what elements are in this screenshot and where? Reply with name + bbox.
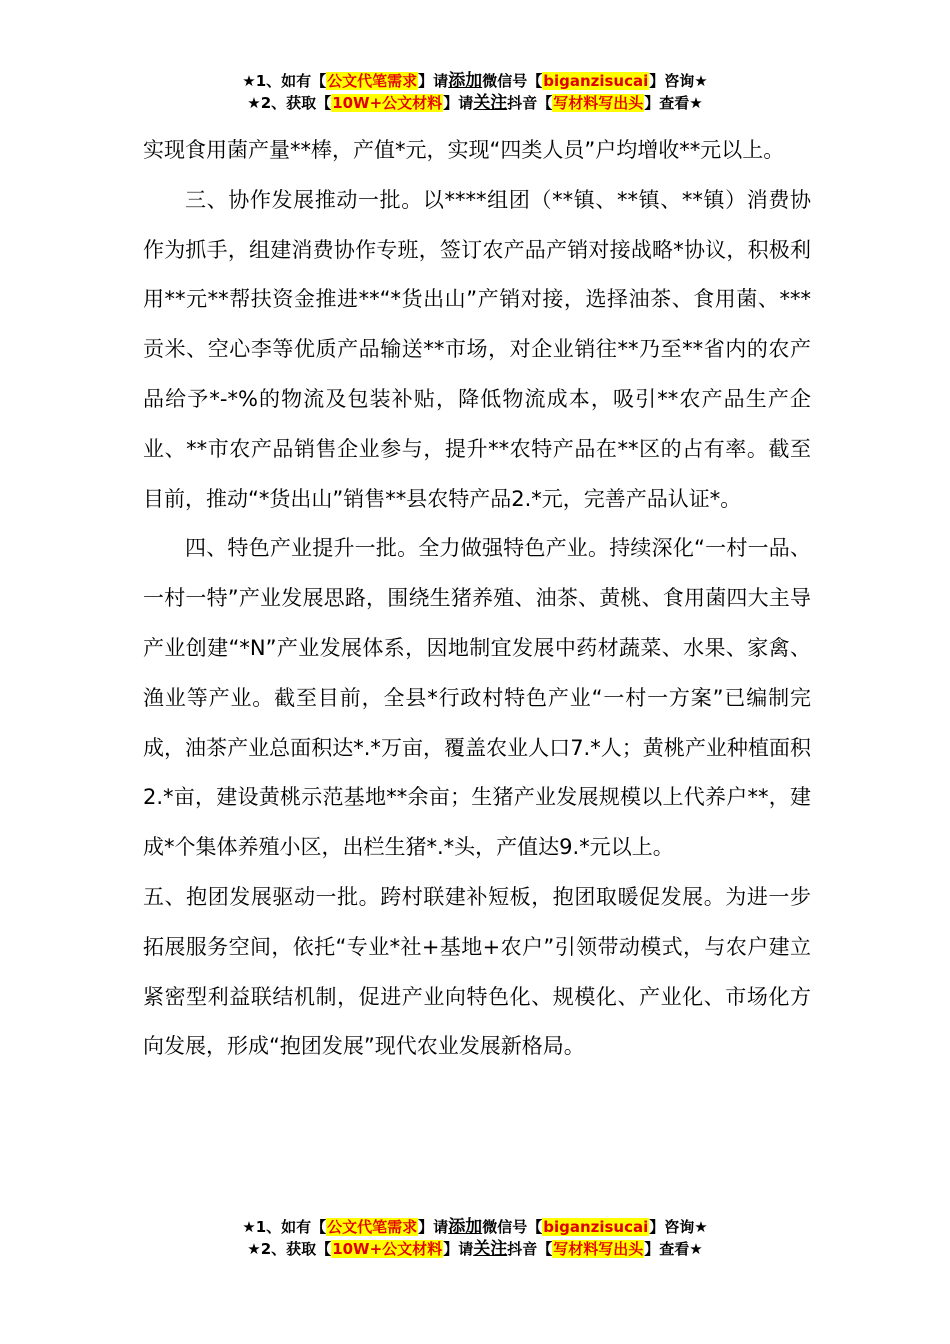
footer-notice xyxy=(0,1216,950,1260)
highlight-douyin-account: 写材料写出头 xyxy=(553,1240,644,1258)
highlight-materials: 10W+公文材料 xyxy=(332,94,443,112)
notice-text: 】请 xyxy=(443,94,474,112)
notice-text: 】查看★ xyxy=(644,94,703,112)
notice-text: ★2、获取【 xyxy=(247,1240,332,1258)
notice-text: 】请 xyxy=(443,1240,474,1258)
paragraph-section-4: 四、特色产业提升一批。全力做强特色产业。持续深化“一村一品、一村一特”产业发展思路，围绕生猪养殖、油茶、黄桃、食用菌四大主导产业创建“*N”产业发展体系，因地制宜发展中药材蔬菜、水果、家禽、渔业等产业。截至目前，全县*行政村特色产业“一村一方案”已编制完成，油茶产业总面积达*.*万亩，覆盖农业人口7.*人；黄桃产业种植面积2.*亩，建设黄桃示范基地**余亩；生猪产业发展规模以上代养户**，建成*个集体养殖小区，出栏生猪*.*头，产值达9.*元以上。 xyxy=(143,536,811,860)
paragraph-section-3: 三、协作发展推动一批。以****组团（**镇、**镇、**镇）消费协作为抓手，组建消费协作专班，签订农产品产销对接战略*协议，积极利用**元**帮扶资金推进**“*货出山”产销对接，选择油茶、食用菌、***贡米、空心李等优质产品输送**市场，对企业销往**乃至**省内的农产品给予*-*%的物流及包装补贴，降低物流成本，吸引**农产品生产企业、**市农产品销售企业参与，提升**农特产品在**区的占有率。截至目前，推动“*货出山”销售**县农特产品2.*元，完善产品认证*。 xyxy=(143,187,811,511)
notice-text: 】查看★ xyxy=(644,1240,703,1258)
notice-line-2 xyxy=(0,1238,950,1260)
highlight-wechat-id: biganzisucai xyxy=(543,72,649,90)
notice-line-1 xyxy=(0,70,950,92)
notice-text: ★2、获取【 xyxy=(247,94,332,112)
highlight-materials: 10W+公文材料 xyxy=(332,1240,443,1258)
highlight-wechat-id: biganzisucai xyxy=(543,1218,649,1236)
highlight-service: 公文代笔需求 xyxy=(327,72,418,90)
notice-line-1 xyxy=(0,1216,950,1238)
notice-text: 】请 xyxy=(418,72,449,90)
notice-text: 抖音【 xyxy=(507,1240,553,1258)
underlined-text: 关注 xyxy=(473,93,508,113)
notice-text: 】咨询★ xyxy=(649,72,708,90)
notice-text: 】咨询★ xyxy=(649,1218,708,1236)
notice-text: ★1、如有【 xyxy=(242,1218,327,1236)
underlined-text: 关注 xyxy=(473,1239,508,1259)
underlined-text: 添加 xyxy=(448,71,483,91)
header-notice xyxy=(0,70,950,114)
highlight-service: 公文代笔需求 xyxy=(327,1218,418,1236)
paragraph-continuation: 实现食用菌产量**棒，产值*元，实现“四类人员”户均增收**元以上。 xyxy=(143,138,785,162)
highlight-douyin-account: 写材料写出头 xyxy=(553,94,644,112)
underlined-text: 添加 xyxy=(448,1217,483,1237)
notice-text: 】请 xyxy=(418,1218,449,1236)
notice-text: 抖音【 xyxy=(507,94,553,112)
paragraph-section-5: 五、抱团发展驱动一批。跨村联建补短板，抱团取暖促发展。为进一步拓展服务空间，依托“专业*社+基地+农户”引领带动模式，与农户建立紧密型利益联结机制，促进产业向特色化、规模化、产业化、市场化方向发展，形成“抱团发展”现代农业发展新格局。 xyxy=(143,884,811,1059)
notice-line-2 xyxy=(0,92,950,114)
notice-text: ★1、如有【 xyxy=(242,72,327,90)
notice-text: 微信号【 xyxy=(482,72,543,90)
notice-text: 微信号【 xyxy=(482,1218,543,1236)
document-body xyxy=(143,126,811,1072)
